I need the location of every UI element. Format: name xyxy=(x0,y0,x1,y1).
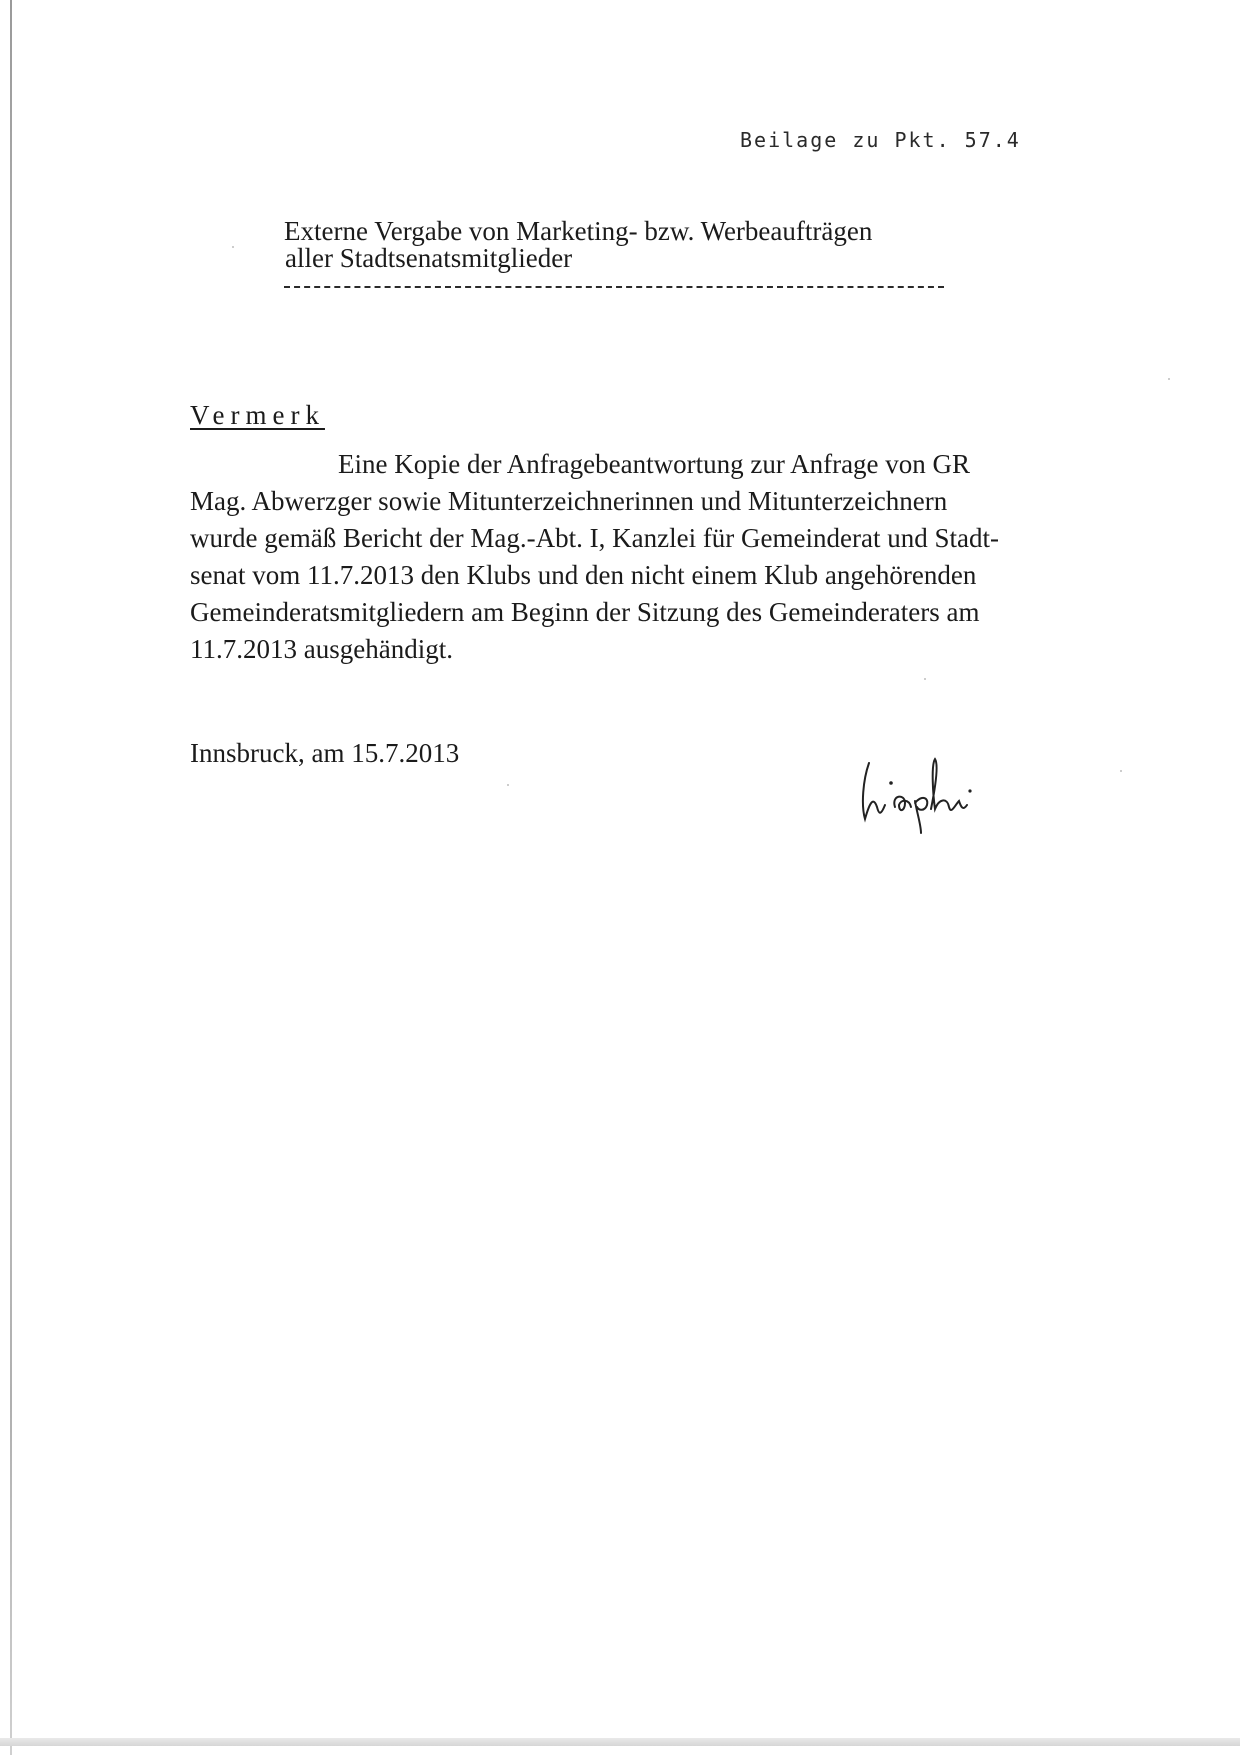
place-and-date: Innsbruck, am 15.7.2013 xyxy=(190,738,460,768)
handwritten-signature xyxy=(855,745,985,835)
note-heading: Vermerk xyxy=(190,400,325,430)
scan-speck xyxy=(232,246,234,248)
subject-line-2: aller Stadtsenatsmitglieder xyxy=(285,243,573,273)
dashed-separator xyxy=(284,286,944,288)
scan-speck xyxy=(1168,378,1170,380)
body-line: Mag. Abwerzger sowie Mitunterzeichnerinnen und Mitunterzeichnern xyxy=(190,486,948,516)
body-line: senat vom 11.7.2013 den Klubs und den nicht einem Klub angehörenden xyxy=(190,560,977,590)
body-line: Gemeinderatsmitgliedern am Beginn der Sitzung des Gemeinderaters am xyxy=(190,597,980,627)
subject xyxy=(284,218,984,272)
scan-speck xyxy=(1120,770,1122,772)
scan-edge-bottom xyxy=(0,1738,1240,1746)
body-line: Eine Kopie der Anfragebeantwortung zur Anfrage von GR xyxy=(338,449,971,479)
scan-speck xyxy=(924,678,926,680)
attachment-reference: Beilage zu Pkt. 57.4 xyxy=(740,128,1021,152)
scan-speck xyxy=(507,784,509,786)
subject-line-1: Externe Vergabe von Marketing- bzw. Werbeaufträgen xyxy=(284,216,873,246)
note-body xyxy=(190,446,1080,668)
body-line: 11.7.2013 ausgehändigt. xyxy=(190,634,453,664)
scan-edge-left xyxy=(10,0,12,1755)
body-line: wurde gemäß Bericht der Mag.-Abt. I, Kanzlei für Gemeinderat und Stadt- xyxy=(190,523,999,553)
